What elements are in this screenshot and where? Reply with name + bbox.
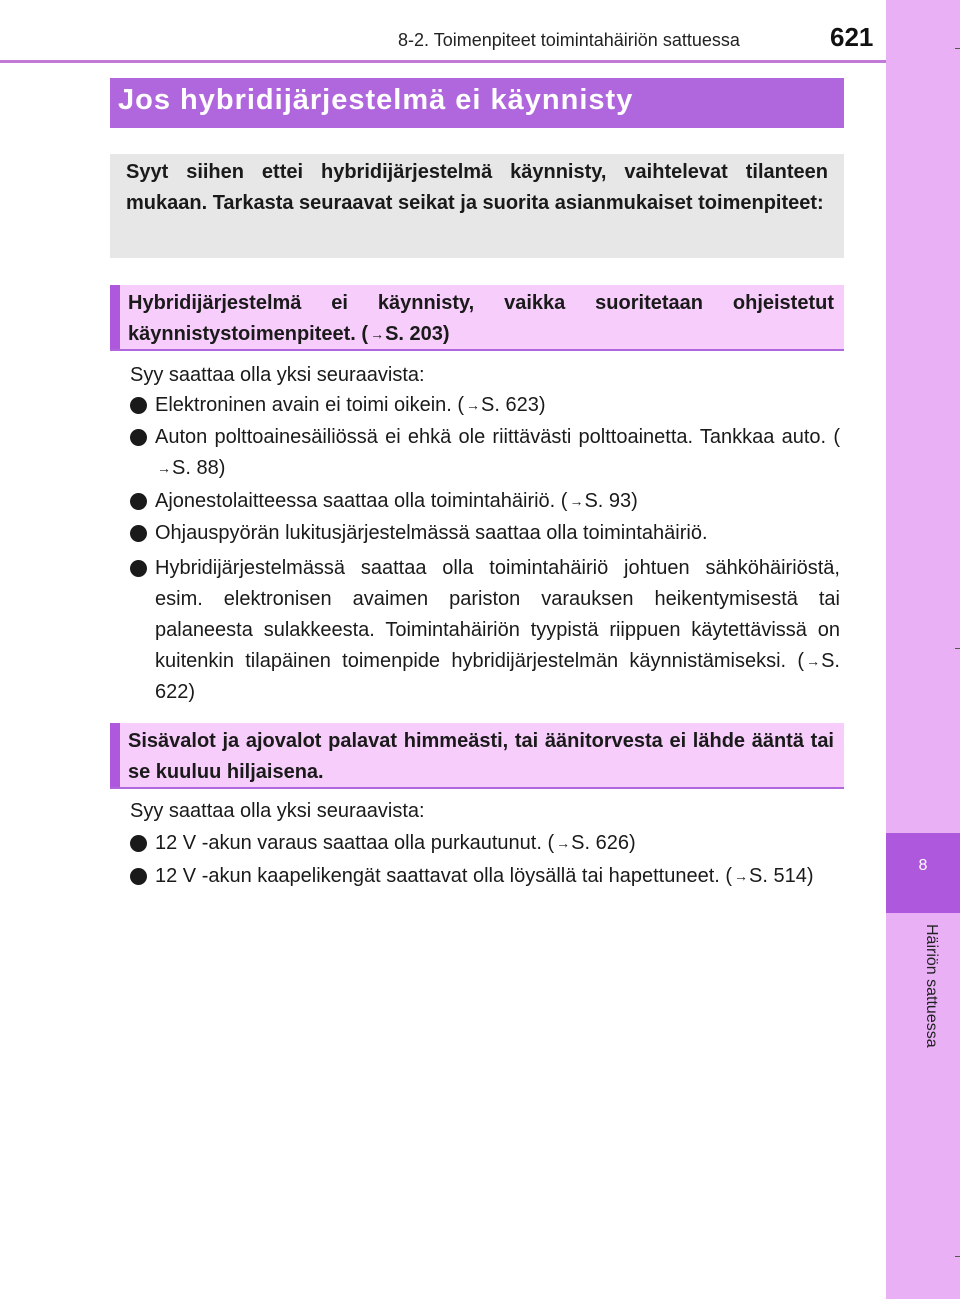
intro-text: Syyt siihen ettei hybridijärjestelmä käynnisty, vaihtelevat tilanteen mukaan. Tarkasta seuraavat seikat ja suorita asianmukaiset toimenpiteet: xyxy=(126,161,828,214)
subheading-text: Sisävalot ja ajovalot palavat himmeästi, tai äänitorvesta ei lähde ääntä tai se kuuluu hiljaisena. xyxy=(128,730,834,783)
subheading-box xyxy=(110,285,844,351)
arrow-icon: → xyxy=(370,326,385,342)
list-item: Elektroninen avain ei toimi oikein. ( →S. 623) xyxy=(130,390,840,421)
bullet-icon xyxy=(130,835,147,852)
subheading-box xyxy=(110,723,844,789)
list-item: Auton polttoainesäiliössä ei ehkä ole riittävästi polttoainetta. Tankkaa auto. (→S. 88) xyxy=(130,422,840,484)
arrow-icon: → xyxy=(734,868,749,884)
intro-box xyxy=(110,154,844,258)
chapter-number: 8 xyxy=(918,857,928,874)
page-number: 621 xyxy=(830,22,874,52)
page-reference[interactable]: S. 623) xyxy=(481,394,546,416)
chapter-title-vertical xyxy=(886,924,960,1084)
chapter-side-tab xyxy=(886,0,960,1299)
arrow-icon: → xyxy=(466,397,481,413)
list-item: Ohjauspyörän lukitusjärjestelmässä saattaa olla toimintahäiriö. xyxy=(130,518,840,549)
subheading-accent-bar xyxy=(110,285,120,349)
bullet-icon xyxy=(130,429,147,446)
section-title-banner xyxy=(110,78,844,128)
page-reference[interactable]: S. 88) xyxy=(172,457,226,479)
header-rule xyxy=(0,60,886,63)
list-item: Hybridijärjestelmässä saattaa olla toimintahäiriö johtuen sähköhäiriöstä, esim. elektronisen avaimen pariston varauksen heikentymisestä tai palaneesta sulakkeesta. Toimintahäiriön tyypistä riippuen käytettävissä on kuitenkin tilapäinen toimenpide hybridijärjestelmän käynnistämiseksi. ( →S. 622) xyxy=(130,553,840,708)
arrow-icon: → xyxy=(157,460,171,476)
subheading-accent-bar xyxy=(110,723,120,787)
page-reference[interactable]: S. 93) xyxy=(584,490,638,512)
cause-lead-text: Syy saattaa olla yksi seuraavista: xyxy=(130,364,425,386)
chapter-title: Häiriön sattuessa xyxy=(923,924,940,1048)
list-item: 12 V -akun kaapelikengät saattavat olla löysällä tai hapettuneet. ( →S. 514) xyxy=(130,861,840,892)
bullet-icon xyxy=(130,560,147,577)
chapter-number-box xyxy=(886,833,960,913)
crop-mark xyxy=(955,1256,960,1257)
bullet-icon xyxy=(130,868,147,885)
page-reference[interactable]: S. 514) xyxy=(749,865,814,887)
bullet-icon xyxy=(130,397,147,414)
bullet-icon xyxy=(130,493,147,510)
arrow-icon: → xyxy=(806,653,821,669)
section-title: Jos hybridijärjestelmä ei käynnisty xyxy=(118,84,634,116)
page-reference[interactable]: S. 622) xyxy=(155,650,840,703)
subheading-text: Hybridijärjestelmä ei käynnisty, vaikka suoritetaan ohjeistetut käynnistystoimenpiteet. ( →S. 203) xyxy=(128,288,834,350)
page-reference[interactable]: S. 626) xyxy=(571,832,636,854)
list-item: 12 V -akun varaus saattaa olla purkautunut. ( →S. 626) xyxy=(130,828,840,859)
cause-lead-text: Syy saattaa olla yksi seuraavista: xyxy=(130,800,425,822)
section-path: 8-2. Toimenpiteet toimintahäiriön sattuessa xyxy=(398,30,740,50)
crop-mark xyxy=(955,648,960,649)
page-reference[interactable]: S. 203) xyxy=(385,323,450,345)
list-item: Ajonestolaitteessa saattaa olla toimintahäiriö. ( →S. 93) xyxy=(130,486,840,517)
arrow-icon: → xyxy=(556,835,571,851)
crop-mark xyxy=(955,48,960,49)
arrow-icon: → xyxy=(569,493,584,509)
bullet-icon xyxy=(130,525,147,542)
